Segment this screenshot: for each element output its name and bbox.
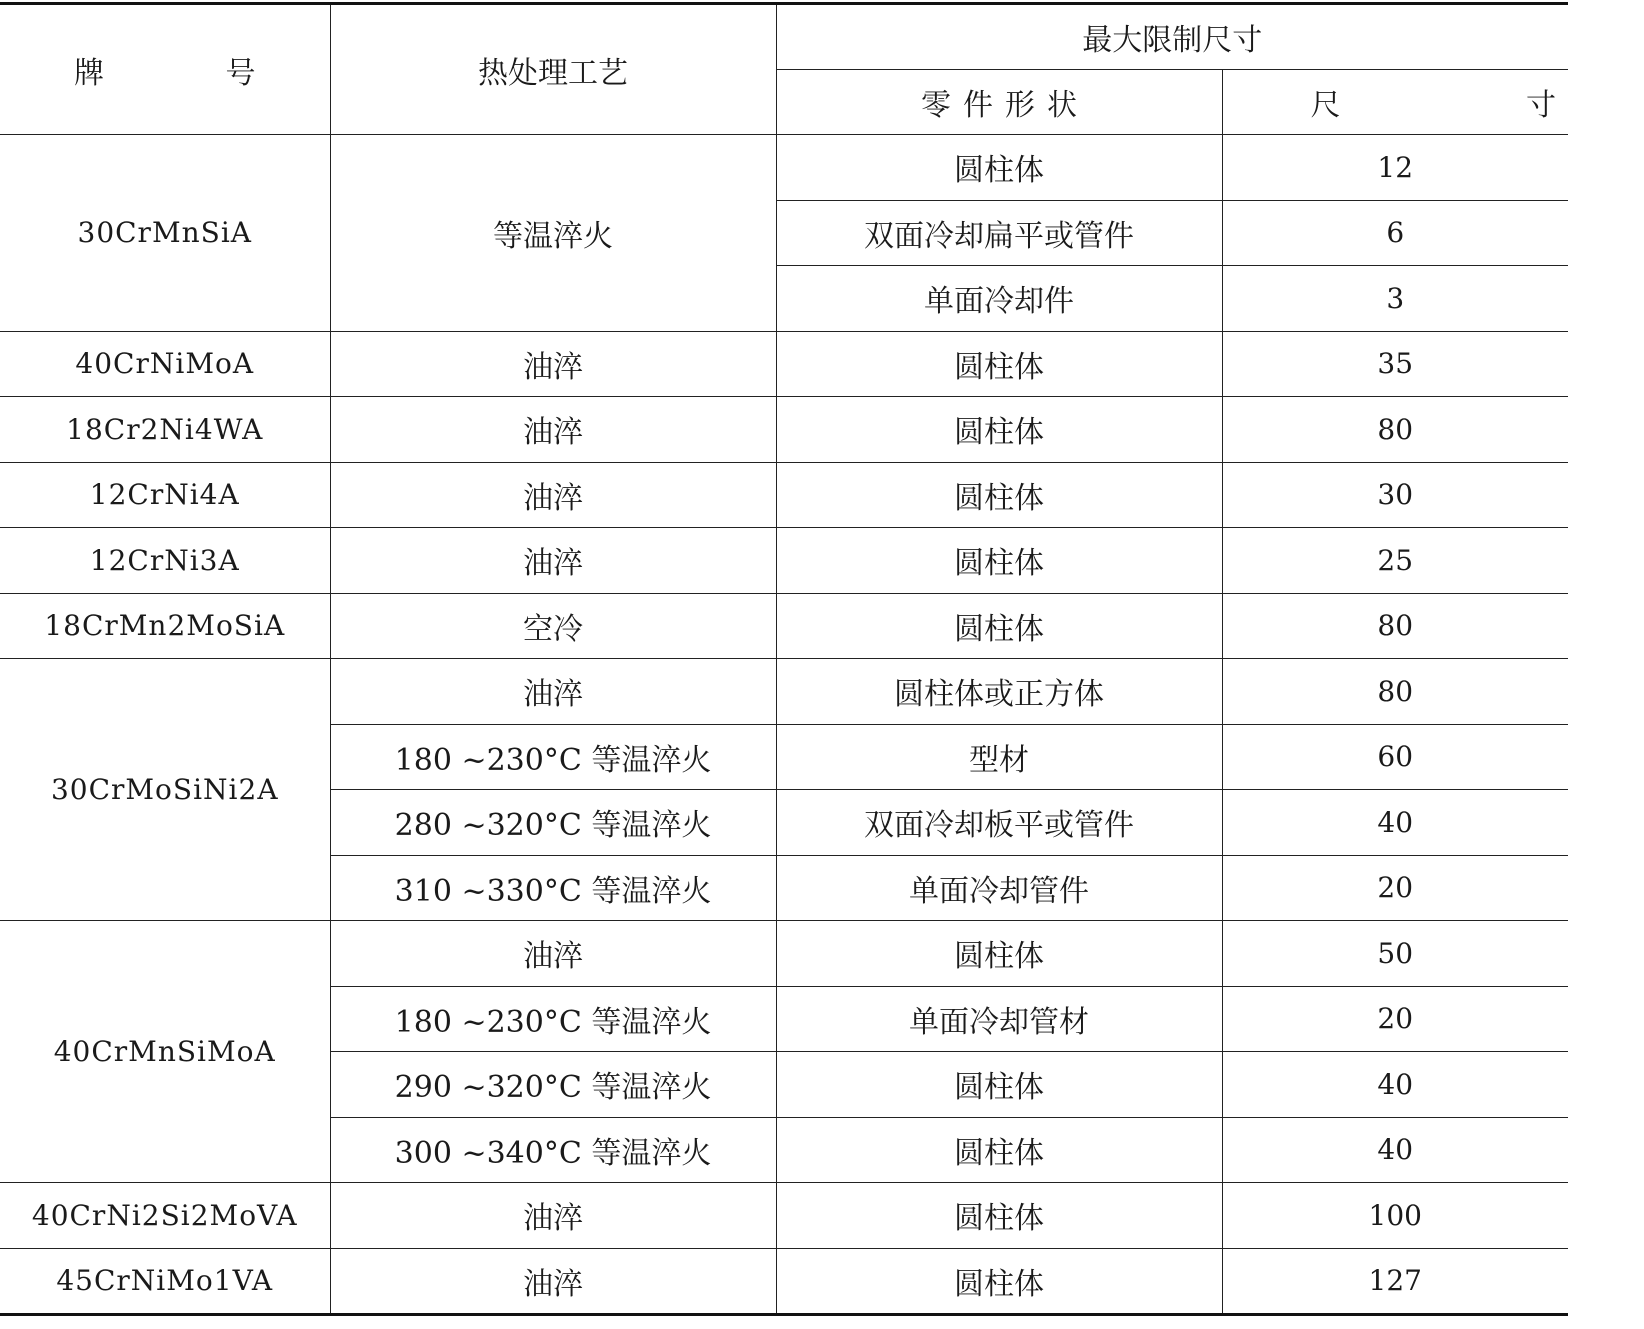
cell-process: 空冷 (330, 593, 776, 659)
cell-size: 80 (1222, 397, 1568, 463)
table-row (0, 397, 1568, 463)
cell-process: 280 ~320°C 等温淬火 (330, 790, 776, 856)
table-row (0, 1248, 1568, 1315)
header-shape: 零件形状 (776, 70, 1222, 135)
table-row (0, 528, 1568, 594)
cell-process: 油淬 (330, 528, 776, 594)
header-row-1 (0, 4, 1568, 70)
cell-process: 290 ~320°C 等温淬火 (330, 1052, 776, 1118)
cell-shape: 单面冷却件 (776, 266, 1222, 332)
cell-size: 25 (1222, 528, 1568, 594)
cell-size: 80 (1222, 593, 1568, 659)
cell-process: 油淬 (330, 659, 776, 725)
header-process: 热处理工艺 (330, 4, 776, 135)
cell-shape: 圆柱体 (776, 1117, 1222, 1183)
cell-shape: 圆柱体 (776, 135, 1222, 201)
cell-process: 310 ~330°C 等温淬火 (330, 855, 776, 921)
cell-grade: 40CrNiMoA (0, 331, 330, 397)
table-row (0, 593, 1568, 659)
header-grade: 牌 号 (0, 4, 330, 135)
cell-shape: 单面冷却管件 (776, 855, 1222, 921)
table-body (0, 135, 1568, 1315)
cell-size: 6 (1222, 200, 1568, 266)
table-row (0, 135, 1568, 201)
cell-size: 80 (1222, 659, 1568, 725)
cell-size: 20 (1222, 855, 1568, 921)
cell-process: 等温淬火 (330, 135, 776, 332)
cell-size: 100 (1222, 1183, 1568, 1249)
cell-grade: 12CrNi4A (0, 462, 330, 528)
cell-shape: 双面冷却扁平或管件 (776, 200, 1222, 266)
cell-size: 12 (1222, 135, 1568, 201)
cell-size: 20 (1222, 986, 1568, 1052)
cell-process: 180 ~230°C 等温淬火 (330, 724, 776, 790)
cell-shape: 圆柱体 (776, 1052, 1222, 1118)
cell-shape: 单面冷却管材 (776, 986, 1222, 1052)
cell-grade: 40CrMnSiMoA (0, 921, 330, 1183)
cell-shape: 圆柱体 (776, 462, 1222, 528)
cell-grade: 30CrMnSiA (0, 135, 330, 332)
cell-process: 油淬 (330, 1248, 776, 1315)
cell-grade: 40CrNi2Si2MoVA (0, 1183, 330, 1249)
cell-process: 油淬 (330, 462, 776, 528)
cell-shape: 圆柱体 (776, 593, 1222, 659)
cell-shape: 圆柱体 (776, 1248, 1222, 1315)
cell-grade: 18Cr2Ni4WA (0, 397, 330, 463)
cell-shape: 圆柱体 (776, 1183, 1222, 1249)
cell-shape: 圆柱体 (776, 331, 1222, 397)
table-row (0, 1183, 1568, 1249)
cell-shape: 圆柱体 (776, 528, 1222, 594)
table-row (0, 921, 1568, 987)
cell-grade: 18CrMn2MoSiA (0, 593, 330, 659)
table-row (0, 462, 1568, 528)
cell-size: 60 (1222, 724, 1568, 790)
steel-size-table (0, 2, 1644, 1316)
cell-process: 油淬 (330, 1183, 776, 1249)
table-row (0, 331, 1568, 397)
cell-process: 油淬 (330, 921, 776, 987)
cell-grade: 12CrNi3A (0, 528, 330, 594)
cell-shape: 双面冷却板平或管件 (776, 790, 1222, 856)
cell-size: 40 (1222, 1052, 1568, 1118)
cell-grade: 30CrMoSiNi2A (0, 659, 330, 921)
cell-size: 3 (1222, 266, 1568, 332)
cell-size: 127 (1222, 1248, 1568, 1315)
header-size: 尺 寸 (1222, 70, 1568, 135)
cell-size: 30 (1222, 462, 1568, 528)
cell-process: 300 ~340°C 等温淬火 (330, 1117, 776, 1183)
cell-shape: 圆柱体或正方体 (776, 659, 1222, 725)
cell-size: 40 (1222, 790, 1568, 856)
cell-shape: 圆柱体 (776, 397, 1222, 463)
table-row (0, 659, 1568, 725)
header-max-size: 最大限制尺寸 (776, 4, 1568, 70)
cell-shape: 圆柱体 (776, 921, 1222, 987)
cell-size: 35 (1222, 331, 1568, 397)
cell-shape: 型材 (776, 724, 1222, 790)
cell-process: 油淬 (330, 331, 776, 397)
cell-grade: 45CrNiMo1VA (0, 1248, 330, 1315)
cell-size: 40 (1222, 1117, 1568, 1183)
cell-process: 180 ~230°C 等温淬火 (330, 986, 776, 1052)
cell-process: 油淬 (330, 397, 776, 463)
cell-size: 50 (1222, 921, 1568, 987)
